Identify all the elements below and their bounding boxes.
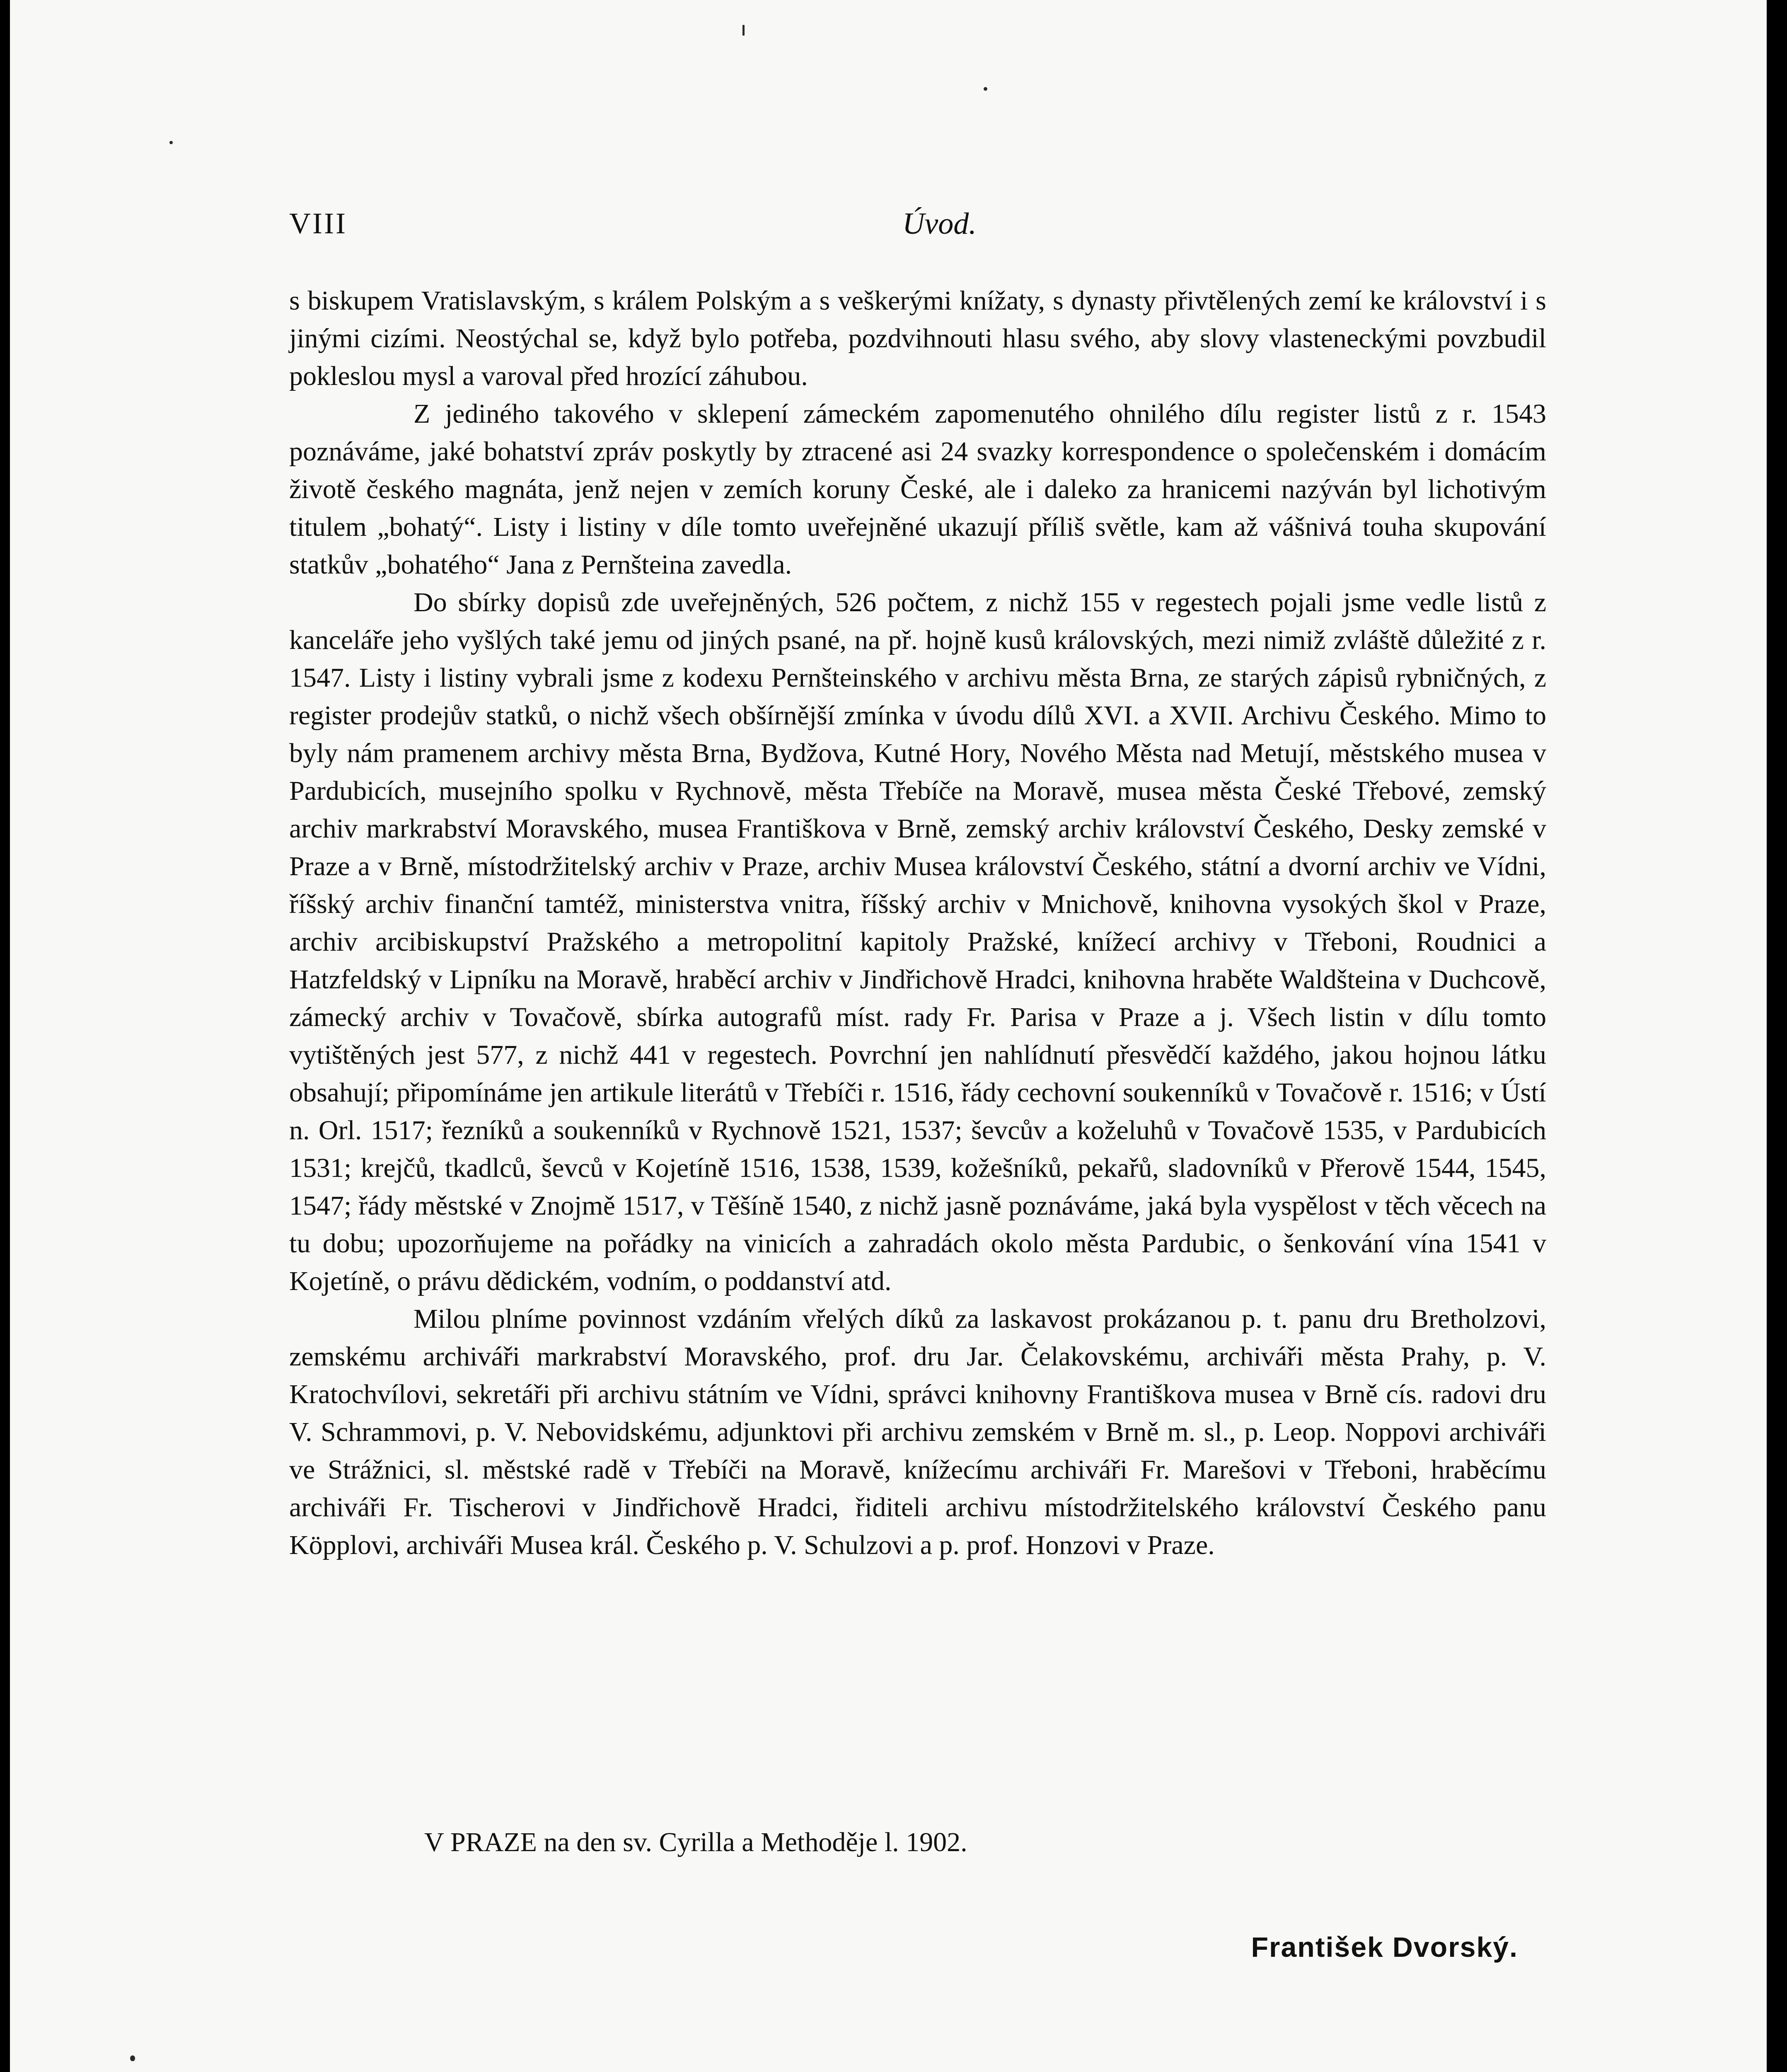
scanned-page [10, 0, 1767, 2072]
scan-speck [130, 2055, 135, 2061]
paragraph: s biskupem Vratislavským, s králem Polským a s veškerými knížaty, s dynasty přivtělených zemí ke království i s jinými cizími. Neostýchal se, když bylo potřeba, pozdvihnouti hlasu svého, aby slovy vlasteneckými povzbudil pokleslou mysl a varoval před hrozící záhubou. [289, 286, 1546, 391]
scan-speck [984, 87, 987, 91]
paragraph: Do sbírky dopisů zde uveřejněných, 526 počtem, z nichž 155 v regestech pojali jsme vedle listů z kanceláře jeho vyšlých také jemu od jiných psané, na př. hojně kusů královských, mezi nimiž zvláště důležité z r. 1547. Listy i listiny vybrali jsme z kodexu Pernšteinského v archivu města Brna, ze starých zápisů rybničných, z register prodejův statků, o nichž všech obšírnější zmínka v úvodu dílů XVI. a XVII. Archivu Českého. Mimo to byly nám pramenem archivy města Brna, Bydžova, Kutné Hory, Nového Města nad Metují, městského musea v Pardubicích, musejního spolku v Rychnově, města Třebíče na Moravě, musea města České Třebové, zemský archiv markrabství Moravského, musea Františkova v Brně, zemský archiv království Českého, Desky zemské v Praze a v Brně, místodržitelský archiv v Praze, archiv Musea království Českého, státní a dvorní archiv ve Vídni, říšský archiv finanční tamtéž, ministerstva vnitra, říšský archiv v Mnichově, knihovna vysokých škol v Praze, archiv arcibiskupství Pražského a metropolitní kapitoly Pražské, knížecí archivy v Třeboni, Roudnici a Hatzfeldský v Lipníku na Moravě, hraběcí archiv v Jindřichově Hradci, knihovna hraběte Waldšteina v Duchcově, zámecký archiv v Tovačově, sbírka autografů míst. rady Fr. Parisa v Praze a j. Všech listin v dílu tomto vytištěných jest 577, z nichž 441 v regestech. Povrchní jen nahlídnutí přesvědčí každého, jakou hojnou látku obsahují; připomínáme jen artikule literátů v Třebíči r. 1516, řády cechovní soukenníků v Tovačově r. 1516; v Ústí n. Orl. 1517; řezníků a soukenníků v Rychnově 1521, 1537; ševcův a koželuhů v Tovačově 1535, v Pardubicích 1531; krejčů, tkadlců, ševců v Kojetíně 1516, 1538, 1539, kožešníků, pekařů, sladovníků v Přerově 1544, 1545, 1547; řády městské v Znojmě 1517, v Těšíně 1540, z nichž jasně poznáváme, jaká byla vyspělost v těch věcech na tu dobu; upozorňujeme na pořádky na vinicích a zahradách okolo města Pardubic, o šenkování vína 1541 v Kojetíně, o právu dědickém, vodním, o poddanství atd. [289, 587, 1546, 1296]
page-number: VIII [289, 207, 347, 240]
paragraph: Milou plníme povinnost vzdáním vřelých díků za laskavost prokázanou p. t. panu dru Bretholzovi, zemskému archiváři markrabství Moravského, prof. dru Jar. Čelakovskému, archiváři města Prahy, p. V. Kratochvílovi, sekretáři při archivu státním ve Vídni, správci knihovny Františkova musea v Brně cís. radovi dru V. Schrammovi, p. V. Nebovidskému, adjunktovi při archivu zemském v Brně m. sl., p. Leop. Noppovi archiváři ve Strážnici, sl. městské radě v Třebíči na Moravě, knížecímu archiváři Fr. Marešovi v Třeboni, hraběcímu archiváři Fr. Tischerovi v Jindřichově Hradci, řiditeli archivu místodržitelského království Českého panu Köpplovi, archiváři Musea král. Českého p. V. Schulzovi a p. prof. Honzovi v Praze. [289, 1304, 1546, 1560]
paragraph: Z jediného takového v sklepení zámeckém zapomenutého ohnilého dílu register listů z r. 1543 poznáváme, jaké bohatství zpráv poskytly by ztracené asi 24 svazky korrespondence o společenském i domácím životě českého magnáta, jenž nejen v zemích koruny České, ale i daleko za hranicemi nazýván byl lichotivým titulem „bohatý“. Listy i listiny v díle tomto uveřejněné ukazují příliš světle, kam až vášnivá touha skupování statkův „bohatého“ Jana z Pernšteina zavedla. [289, 399, 1546, 580]
place-date-line: V PRAZE na den sv. Cyrilla a Methoděje l. 1902. [424, 1827, 967, 1857]
author-signature: František Dvorský. [1251, 1932, 1518, 1963]
running-title: Úvod. [902, 207, 977, 241]
body-text [289, 282, 1546, 1564]
scan-speck [169, 141, 173, 144]
page-header [289, 206, 1546, 252]
scan-speck [742, 25, 745, 36]
